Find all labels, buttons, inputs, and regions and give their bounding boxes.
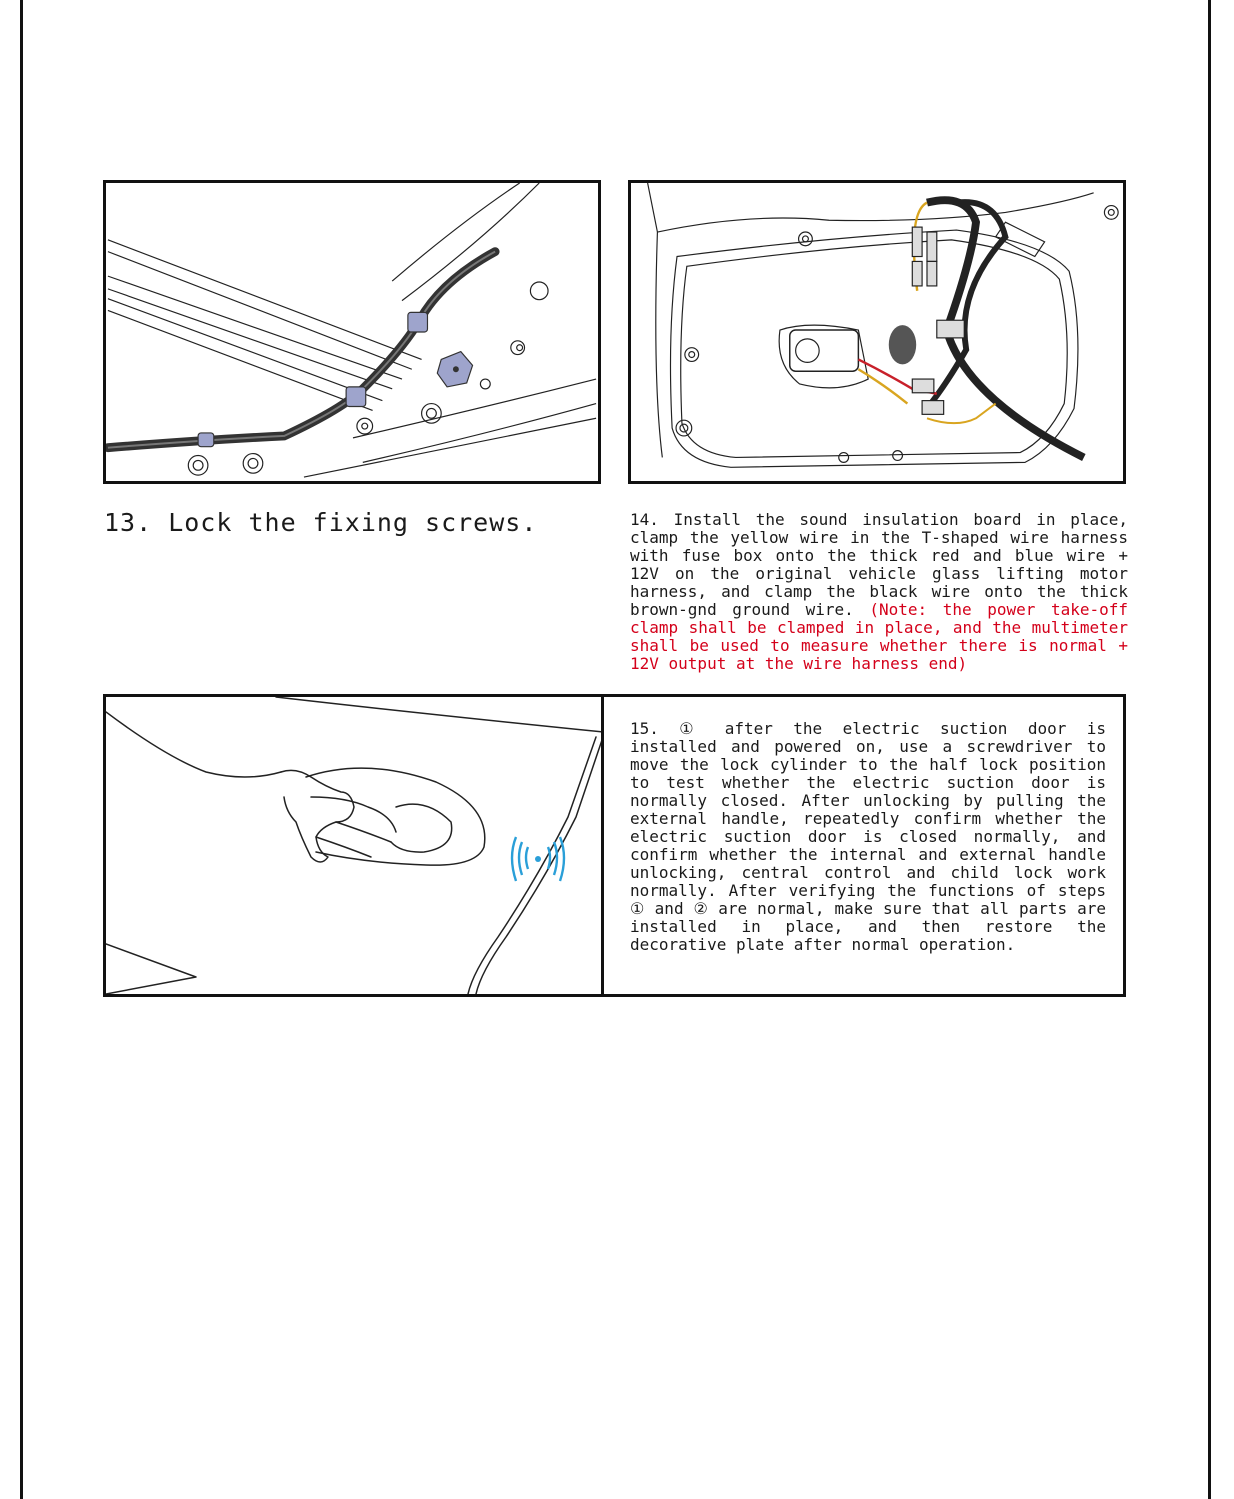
step13-caption: 13. Lock the fixing screws. <box>104 508 538 537</box>
step13-illustration <box>103 180 601 484</box>
wiring-harness-drawing <box>631 183 1123 481</box>
step14-illustration <box>628 180 1126 484</box>
step15-divider <box>601 697 604 994</box>
step14-note: (Note: the power take-off clamp shall be clamped in place, and the multimeter shall be used to measure whether there is normal + 12V output at the wire harness end) <box>630 600 1128 673</box>
page-right-border <box>1208 0 1211 1499</box>
step14-text: 14. Install the sound insulation board in place, clamp the yellow wire in the T-shaped wire harness with fuse box onto the thick red and blue wire + 12V on the original vehicle glass lifting motor harness, and clamp the black wire onto the thick brown-gnd ground wire. <box>630 510 1128 619</box>
hand-door-handle-drawing <box>106 697 601 994</box>
step15-instructions: 15. ① after the electric suction door is installed and powered on, use a screwdriver to move the lock cylinder to the half lock position to test whether the electric suction door is normally closed. After unlocking by pulling the external handle, repeatedly confirm whether the electric suction door is closed normally, and confirm whether the internal and external handle unlocking, central control and child lock work normally. After verifying the functions of steps ① and ② are normal, make sure that all parts are installed in place, and then restore the decorative plate after normal operation. <box>630 719 1106 954</box>
door-frame-screws-drawing <box>106 183 598 481</box>
step14-instructions <box>630 511 1128 673</box>
page-left-border <box>20 0 23 1499</box>
